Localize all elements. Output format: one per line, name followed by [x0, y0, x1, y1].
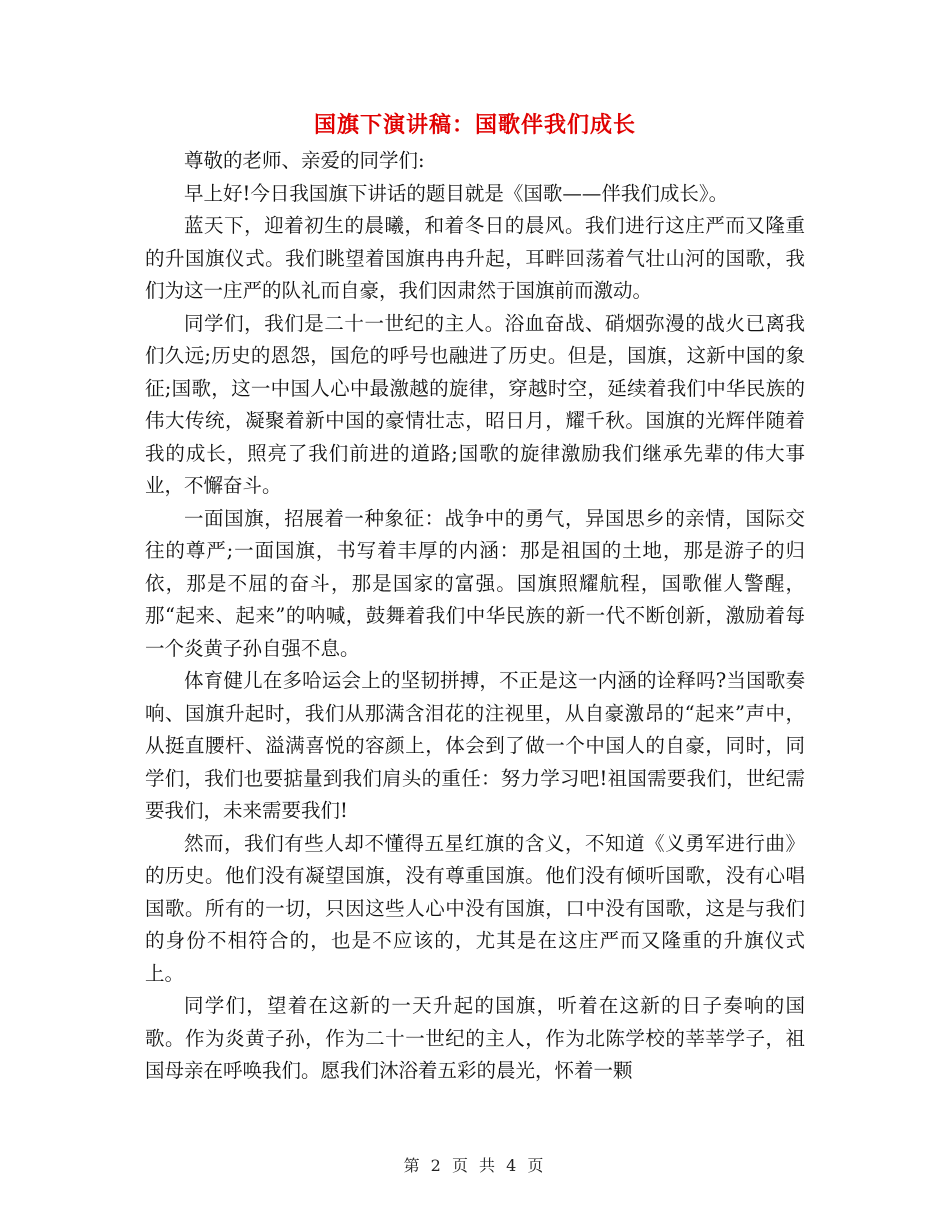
document-body — [145, 145, 805, 1088]
paragraph-symbol: 一面国旗，招展着一种象征：战争中的勇气，异国思乡的亲情，国际交往的尊严;一面国旗，书写着丰厚的内涵：那是祖国的土地，那是游子的归依，那是不屈的奋斗，那是国家的富强。国旗照耀航程，国歌催人警醒，那“起来、起来”的呐喊，鼓舞着我们中华民族的新一代不断创新，激励着每一个炎黄子孙自强不息。 — [145, 506, 805, 660]
paragraph-call: 同学们，望着在这新的一天升起的国旗，听着在这新的日子奏响的国歌。作为炎黄子孙，作为二十一世纪的主人，作为北陈学校的莘莘学子，祖国母亲在呼唤我们。愿我们沐浴着五彩的晨光，怀着一颗 — [145, 994, 805, 1082]
paragraph-athletes: 体育健儿在多哈运会上的坚韧拼搏，不正是这一内涵的诠释吗?当国歌奏响、国旗升起时，我们从那满含泪花的注视里，从自豪激昂的“起来”声中，从挺直腰杆、溢满喜悦的容颜上，体会到了做一个中国人的自豪，同时，同学们，我们也要掂量到我们肩头的重任：努力学习吧!祖国需要我们，世纪需要我们，未来需要我们! — [145, 669, 805, 822]
paragraph-history: 同学们，我们是二十一世纪的主人。浴血奋战、硝烟弥漫的战火已离我们久远;历史的恩怨，国危的呼号也融进了历史。但是，国旗，这新中国的象征;国歌，这一中国人心中最激越的旋律，穿越时空，延续着我们中华民族的伟大传统，凝聚着新中国的豪情壮志，昭日月，耀千秋。国旗的光辉伴随着我的成长，照亮了我们前进的道路;国歌的旋律激励我们继承先辈的伟大事业，不懈奋斗。 — [145, 311, 805, 497]
paragraph-greeting: 尊敬的老师、亲爱的同学们: — [184, 149, 425, 172]
page-number-footer: 第 2 页 共 4 页 — [403, 1156, 547, 1175]
document-title: 国旗下演讲稿：国歌伴我们成长 — [313, 113, 636, 138]
paragraph-criticism: 然而，我们有些人却不懂得五星红旗的含义，不知道《义勇军进行曲》的历史。他们没有凝望国旗，没有尊重国旗。他们没有倾听国歌，没有心唱国歌。所有的一切，只因这些人心中没有国旗，口中没有国歌，这是与我们的身份不相符合的，也是不应该的，尤其是在这庄严而又隆重的升旗仪式上。 — [145, 831, 805, 985]
paragraph-ceremony: 蓝天下，迎着初生的晨曦，和着冬日的晨风。我们进行这庄严而又隆重的升国旗仪式。我们眺望着国旗冉冉升起，耳畔回荡着气壮山河的国歌，我们为这一庄严的队礼而自豪，我们因肃然于国旗前而激动。 — [145, 214, 805, 302]
paragraph-opening: 早上好!今日我国旗下讲话的题目就是《国歌——伴我们成长》。 — [184, 181, 729, 205]
